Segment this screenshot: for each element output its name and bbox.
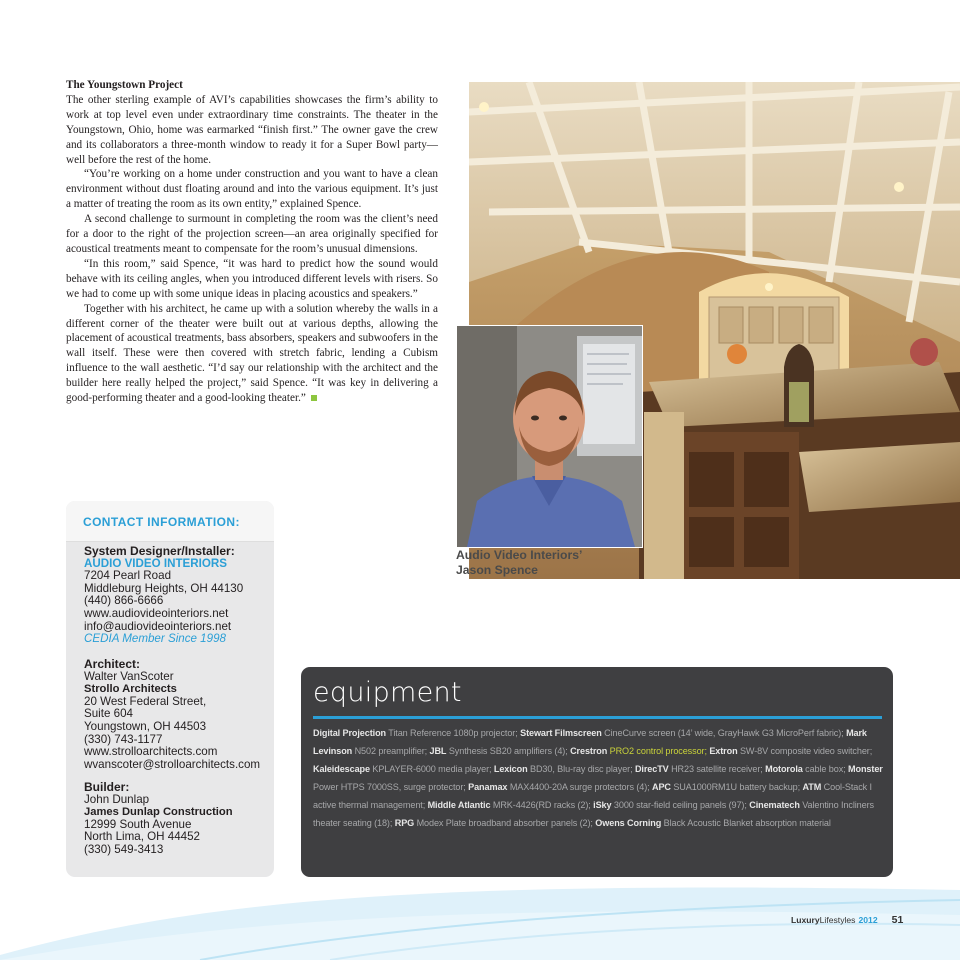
phone: (330) 743-1177 <box>84 732 163 746</box>
equipment-brand: Motorola <box>765 763 803 774</box>
equipment-description: Titan Reference 1080p projector; <box>388 728 518 738</box>
equipment-title: equipment <box>313 677 462 708</box>
equipment-brand: Crestron <box>570 745 608 756</box>
architect-label: Architect: <box>84 657 141 671</box>
equipment-description: N502 preamplifier; <box>354 745 428 756</box>
equipment-item <box>652 782 800 792</box>
builder-block <box>84 781 272 857</box>
equipment-brand: RPG <box>394 817 415 828</box>
equipment-item <box>635 764 763 774</box>
equipment-brand: JBL <box>429 745 447 756</box>
caption-line: Jason Spence <box>456 562 538 577</box>
article-paragraph: A second challenge to surmount in completing the room was the client’s need for a door to the right of the projection screen—an area originally specified for acoustical treatments meant to compensate for the room’s unusual dimensions. <box>66 213 438 255</box>
equipment-brand: Cinematech <box>749 799 800 810</box>
footer-wave-decoration <box>0 860 960 960</box>
designer-block <box>84 545 272 646</box>
equipment-list <box>313 725 883 832</box>
equipment-brand: Owens Corning <box>595 817 662 828</box>
equipment-description: Black Acoustic Blanket absorption material <box>663 817 831 828</box>
equipment-description: Valentino Incliners theater seating (18); <box>313 799 874 828</box>
equipment-description: cable box; <box>805 763 846 774</box>
equipment-brand: Lexicon <box>493 763 528 774</box>
contact-header <box>66 501 274 542</box>
address-line: Middleburg Heights, OH 44130 <box>84 581 244 595</box>
equipment-brand: Mark Levinson <box>313 728 867 756</box>
equipment-item <box>709 746 872 756</box>
equipment-divider <box>313 716 882 719</box>
magazine-name-lifestyles: Lifestyles <box>819 915 856 925</box>
equipment-box <box>301 667 893 877</box>
equipment-description: SUA1000RM1U battery backup; <box>673 781 801 792</box>
architect-person: Walter VanScoter <box>84 669 174 683</box>
equipment-description: Modex Plate broadband absorber panels (2); <box>416 817 593 828</box>
equipment-item <box>313 764 491 774</box>
equipment-description: Synthesis SB20 amplifiers (4); <box>448 745 568 756</box>
article-paragraph: The other sterling example of AVI’s capabilities showcases the firm’s ability to work at top level even under extraordinary time constraints. The theater in the Youngstown, Ohio, home was earmarked “finish first.” The owner gave the crew and its collaborators a three-month window to ready it for a Super Bowl party—well before the rest of the home. <box>66 93 438 166</box>
magazine-name-luxury: Luxury <box>791 915 820 925</box>
equipment-brand: Panamax <box>468 781 508 792</box>
article-paragraph: “In this room,” said Spence, “it was hard to predict how the sound would behave with its ceiling angles, when you introduced different levels with risers. So we had to come up with some unique ideas in placing acoustics and speakers.” <box>66 257 438 300</box>
equipment-brand: Middle Atlantic <box>427 799 491 810</box>
architect-company: Strollo Architects <box>84 683 177 696</box>
address-line: 7204 Pearl Road <box>84 569 172 583</box>
equipment-description: MAX4400-20A surge protectors (4); <box>509 781 650 792</box>
equipment-brand: Stewart Filmscreen <box>520 728 602 738</box>
address-line: 12999 South Avenue <box>84 817 192 831</box>
equipment-item <box>494 764 633 774</box>
equipment-brand: APC <box>652 781 671 792</box>
equipment-description: BD30, Blu-ray disc player; <box>529 763 633 774</box>
phone: (440) 866-6666 <box>84 594 164 608</box>
equipment-description: 3000 star-field ceiling panels (97); <box>613 799 747 810</box>
designer-label: System Designer/Installer: <box>84 544 235 558</box>
contact-title: CONTACT INFORMATION: <box>83 515 240 529</box>
equipment-brand: Extron <box>709 745 738 756</box>
equipment-item <box>428 800 591 810</box>
equipment-item <box>765 764 846 774</box>
article <box>66 78 438 406</box>
equipment-brand: iSky <box>593 799 612 810</box>
email-link[interactable]: wvanscoter@strolloarchitects.com <box>84 757 261 771</box>
equipment-brand: Kaleidescape <box>313 763 370 774</box>
article-paragraph-last <box>66 302 438 406</box>
email-link[interactable]: info@audiovideointeriors.net <box>84 619 232 633</box>
equipment-item <box>430 746 568 756</box>
equipment-description: Cool-Stack I active thermal management; <box>313 781 872 810</box>
equipment-item <box>395 818 593 828</box>
address-line: Youngstown, OH 44503 <box>84 719 207 733</box>
phone: (330) 549-3413 <box>84 842 164 856</box>
equipment-description: SW-8V composite video switcher; <box>739 745 873 756</box>
equipment-item <box>593 800 747 810</box>
address-line: North Lima, OH 44452 <box>84 830 200 844</box>
equipment-item <box>520 728 844 738</box>
equipment-description: HR23 satellite receiver; <box>671 763 763 774</box>
equipment-description: KPLAYER-6000 media player; <box>372 763 492 774</box>
cedia-note: CEDIA Member Since 1998 <box>84 632 226 646</box>
equipment-description: CineCurve screen (14’ wide, GrayHawk G3 MicroPerf fabric); <box>604 728 844 738</box>
equipment-brand: ATM <box>802 781 822 792</box>
equipment-item <box>313 728 518 738</box>
equipment-item <box>468 782 649 792</box>
architect-block <box>84 658 272 771</box>
page-folio <box>791 914 903 926</box>
equipment-description: PRO2 control processor; <box>609 745 707 756</box>
contact-info-box <box>66 501 274 877</box>
equipment-brand: Monster <box>848 763 883 774</box>
article-paragraph: “You’re working on a home under construction and you want to have a clean environment without dust floating around and into the various equipment. It’s just a matter of treating the room as its own entity,” explained Spence. <box>66 168 438 211</box>
equipment-item <box>570 746 707 756</box>
equipment-brand: DirecTV <box>634 763 669 774</box>
photo-caption <box>456 548 646 577</box>
magazine-year: 2012 <box>858 915 878 925</box>
equipment-brand: Digital Projection <box>313 728 386 738</box>
article-heading: The Youngstown Project <box>66 79 183 91</box>
page-number: 51 <box>891 914 904 926</box>
designer-company: AUDIO VIDEO INTERIORS <box>84 556 228 570</box>
builder-company: James Dunlap Construction <box>84 806 233 819</box>
website-link[interactable]: www.strolloarchitects.com <box>84 745 218 759</box>
equipment-description: MRK-4426(RD racks (2); <box>492 799 591 810</box>
equipment-item <box>595 818 831 828</box>
builder-person: John Dunlap <box>84 792 150 806</box>
website-link[interactable]: www.audiovideointeriors.net <box>84 606 229 620</box>
portrait-illustration <box>457 326 642 547</box>
article-paragraph-text: Together with his architect, he came up with a solution whereby the walls in a different corner of the theater were built out at various depths, allowing the placement of acoustical treatments, bass absorbers, speakers and subwoofers in the wall itself. These were then covered with stretch fabric, lending a Cubism influence to the wall aesthetic. “I’d say our relationship with the architect and the builder here really helped the project,” said Spence. “It was key in delivering a good-performing theater and a good-looking theater.” <box>66 302 438 405</box>
builder-label: Builder: <box>84 780 130 794</box>
portrait-photo <box>456 325 643 548</box>
caption-line: Audio Video Interiors’ <box>456 548 583 562</box>
address-line: 20 West Federal Street, <box>84 694 207 708</box>
end-mark-icon <box>311 395 317 401</box>
equipment-description: Power HTPS 7000SS, surge protector; <box>313 781 466 792</box>
address-line: Suite 604 <box>84 707 133 721</box>
